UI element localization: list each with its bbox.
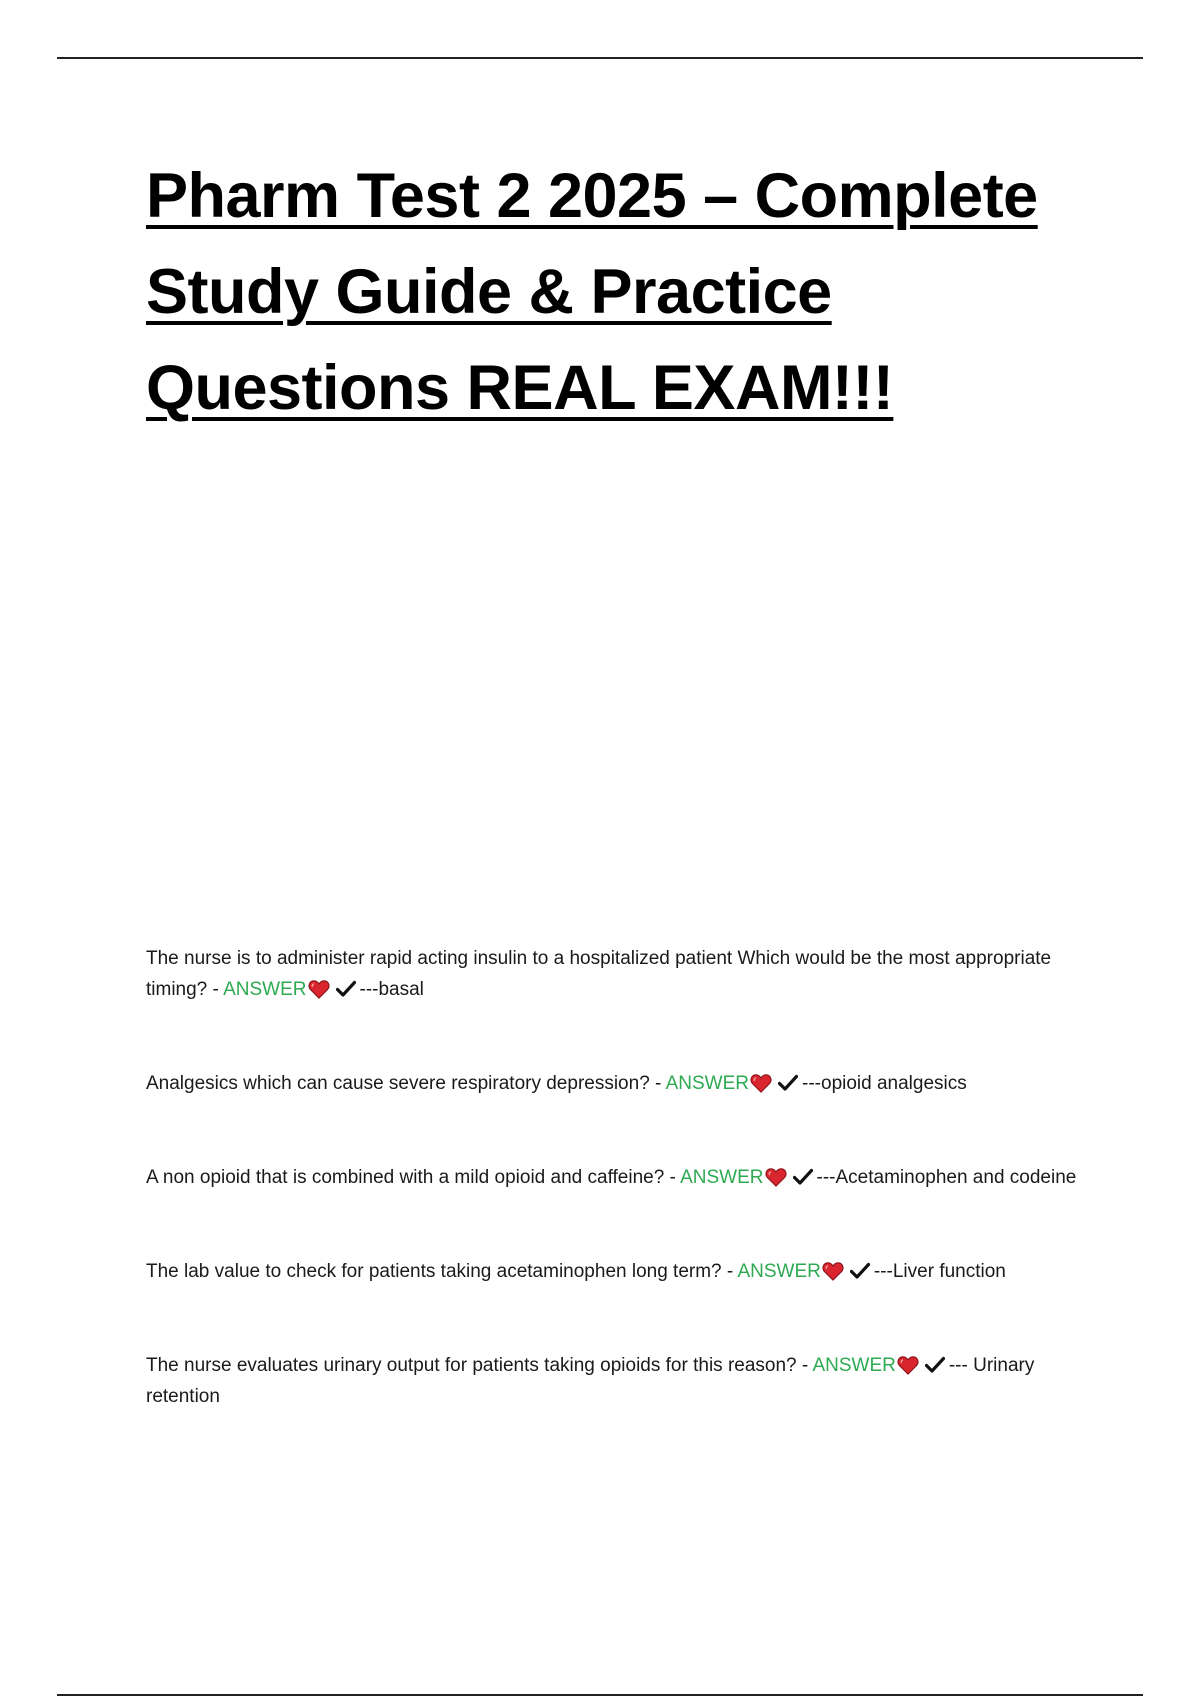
answer-text: ---basal bbox=[359, 979, 424, 1000]
heart-icon bbox=[822, 1261, 844, 1281]
heart-icon bbox=[308, 979, 330, 999]
question-text: A non opioid that is combined with a mild opioid and caffeine? - bbox=[146, 1167, 681, 1188]
check-icon bbox=[778, 1074, 798, 1092]
question-item bbox=[146, 1068, 1086, 1099]
check-icon bbox=[850, 1262, 870, 1280]
answer-text: ---opioid analgesics bbox=[802, 1073, 967, 1094]
document-title bbox=[146, 148, 1086, 436]
answer-text: --- Urinary retention bbox=[146, 1355, 1035, 1407]
question-item bbox=[146, 1350, 1086, 1412]
title-line-2: Study Guide & Practice bbox=[146, 257, 832, 327]
check-icon bbox=[336, 980, 356, 998]
answer-text: ---Liver function bbox=[873, 1261, 1006, 1282]
check-icon bbox=[793, 1168, 813, 1186]
answer-label: ANSWER bbox=[680, 1167, 764, 1188]
title-line-1: Pharm Test 2 2025 – Complete bbox=[146, 161, 1038, 231]
question-text: The nurse is to administer rapid acting insulin to a hospitalized patient Which would be the most appropriate timing? - bbox=[146, 948, 1052, 1000]
question-text: The lab value to check for patients taking acetaminophen long term? - bbox=[146, 1261, 738, 1282]
question-text: The nurse evaluates urinary output for patients taking opioids for this reason? - bbox=[146, 1355, 813, 1376]
title-line-3: Questions REAL EXAM!!! bbox=[146, 353, 894, 423]
bottom-divider bbox=[57, 1694, 1143, 1696]
answer-text: ---Acetaminophen and codeine bbox=[816, 1167, 1077, 1188]
answer-label: ANSWER bbox=[223, 979, 307, 1000]
question-list bbox=[146, 943, 1086, 1412]
heart-icon bbox=[765, 1167, 787, 1187]
question-item bbox=[146, 1162, 1086, 1193]
answer-label: ANSWER bbox=[665, 1073, 750, 1094]
answer-label: ANSWER bbox=[737, 1261, 821, 1282]
check-icon bbox=[925, 1356, 945, 1374]
heart-icon bbox=[897, 1355, 919, 1375]
answer-label: ANSWER bbox=[812, 1355, 896, 1376]
question-text: Analgesics which can cause severe respiratory depression? - bbox=[146, 1073, 666, 1094]
top-divider bbox=[57, 57, 1143, 59]
question-item bbox=[146, 1256, 1086, 1287]
question-item bbox=[146, 943, 1086, 1005]
heart-icon bbox=[750, 1073, 772, 1093]
